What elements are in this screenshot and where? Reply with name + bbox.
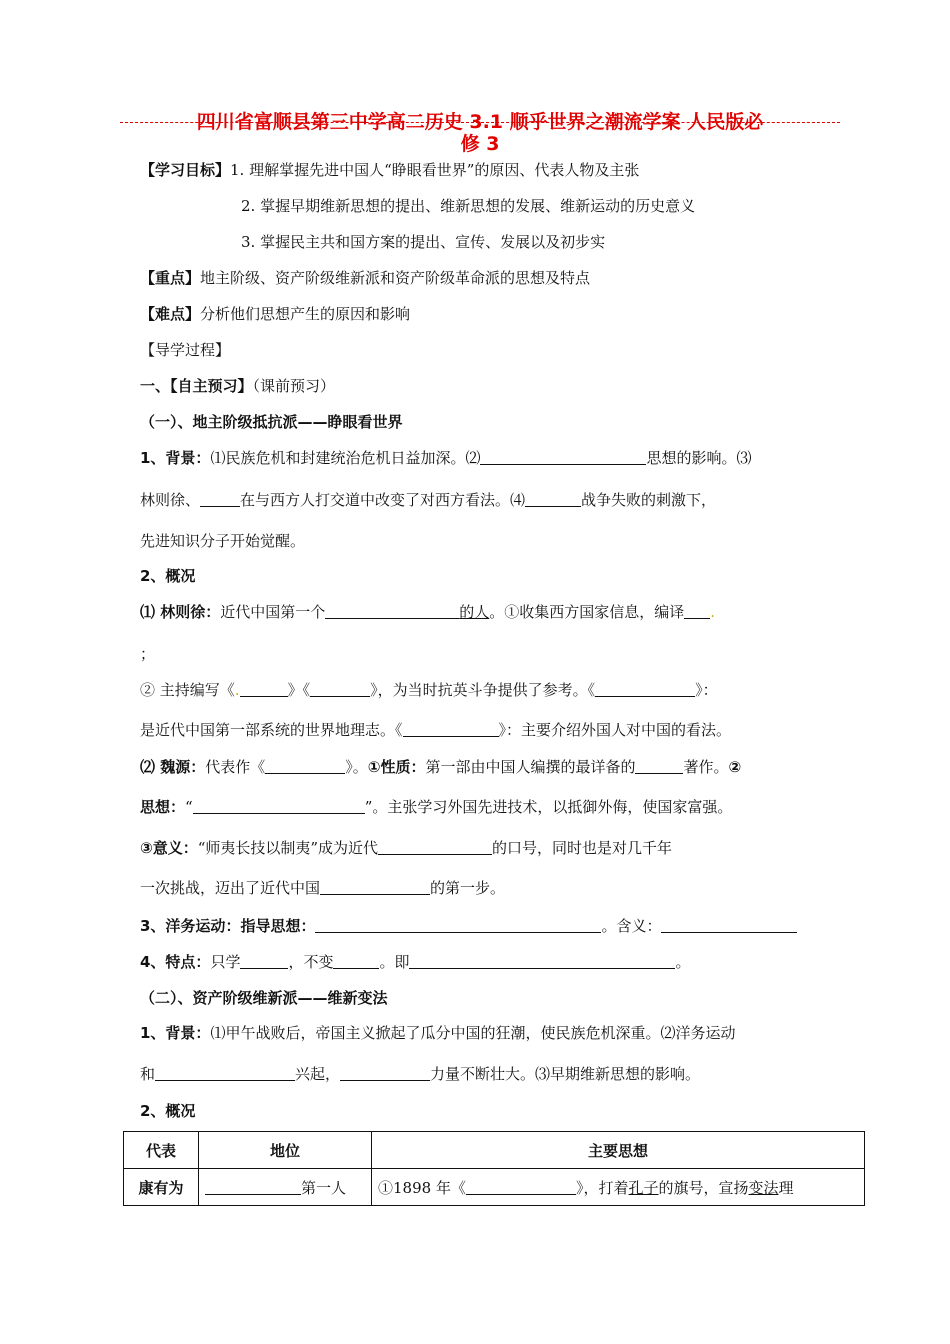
wei-text: 代表作《 — [205, 758, 266, 776]
wei-yuan-line-1 — [140, 757, 741, 777]
wei-text: 第一部由中国人编撰的最详备的 — [425, 758, 636, 776]
guide-heading — [140, 340, 230, 360]
idea-text: 理 — [778, 1178, 794, 1197]
fill-blank[interactable] — [661, 917, 797, 933]
fill-blank[interactable] — [320, 879, 430, 895]
wei-thought-label: 思想： — [140, 798, 186, 816]
idea-text: 的旗号，宣扬 — [658, 1178, 749, 1197]
wei-meaning-label: ③意义： — [140, 839, 198, 857]
table-header-row — [124, 1132, 865, 1169]
lin-zexu-line-3 — [140, 720, 731, 740]
key-points — [140, 268, 590, 288]
fill-blank[interactable] — [193, 798, 365, 814]
key-label: 【重点】 — [140, 269, 201, 287]
sec1-bg-text: 先进知识分子开始觉醒。 — [140, 532, 306, 550]
wei-text: 的第一步。 — [430, 879, 506, 897]
idea-text: 变法 — [748, 1178, 779, 1197]
table-header-cell: 代表 — [124, 1132, 199, 1169]
table-header-cell: 主要思想 — [372, 1132, 865, 1169]
fill-blank[interactable] — [240, 953, 288, 969]
feature-text: 。即 — [379, 953, 410, 971]
fill-blank[interactable] — [595, 681, 695, 697]
table-cell-name: 康有为 — [124, 1169, 199, 1206]
sec1-overview-heading: 2、概况 — [140, 567, 196, 585]
lin-text: 》《 — [287, 681, 311, 699]
difficulty-text-b: 生的原因和影响 — [305, 305, 411, 323]
fill-blank[interactable] — [684, 603, 710, 619]
wei-text: 》。 — [345, 758, 368, 776]
yangwu-line — [140, 916, 797, 936]
sec1-background-line-1 — [140, 448, 751, 468]
feature-line — [140, 952, 691, 972]
sec2-bg-text: 和 — [140, 1065, 156, 1083]
feature-label: 4、特点： — [140, 953, 211, 971]
yangwu-text: 。含义： — [601, 917, 662, 935]
fill-blank[interactable] — [205, 1179, 301, 1195]
sec1-bg-label: 1、背景： — [140, 449, 211, 467]
goal-item-1: 1. 理解掌握先进中国人“睁眼看世界”的原因、代表人物及主张 — [230, 161, 640, 179]
lin-zexu-line-2 — [140, 680, 718, 700]
sec1-bg-text: 在与西方人打交道中改变了对西方看法。⑷ — [240, 491, 526, 509]
preview-label: 【自主预习】 — [170, 377, 253, 395]
wei-nature-label: ①性质： — [367, 758, 426, 776]
fill-blank[interactable] — [333, 953, 379, 969]
lin-text: 》：主要介绍外国人对中国的看法。 — [498, 721, 732, 739]
wei-text: “ — [185, 798, 193, 816]
fill-blank[interactable] — [480, 449, 646, 465]
table-row — [124, 1169, 865, 1206]
yangwu-label: 3、洋务运动：指导思想： — [140, 917, 316, 935]
table-cell-position — [199, 1169, 372, 1206]
position-text: 第一人 — [301, 1178, 347, 1197]
idea-text: 》，打着 — [575, 1178, 629, 1197]
wei-label: ⑵ 魏源： — [140, 758, 206, 776]
lin-text: . — [710, 603, 716, 621]
lin-text: 。①收集西方国家信息，编译 — [489, 603, 685, 621]
wei-yuan-line-2 — [140, 797, 732, 817]
fill-blank[interactable] — [265, 758, 345, 774]
wei-yuan-line-4 — [140, 878, 505, 898]
document-title — [120, 111, 840, 133]
fill-blank[interactable] — [310, 681, 370, 697]
sec2-bg-text: ⑴甲午战败后，帝国主义掀起了瓜分中国的狂潮，使民族危机深重。⑵洋务运动 — [210, 1024, 736, 1042]
fill-blank[interactable] — [340, 1065, 430, 1081]
preview-heading — [140, 376, 335, 396]
fill-blank[interactable] — [240, 681, 288, 697]
reformers-table — [123, 1131, 865, 1206]
difficulty-text-a: 分析他们思想产 — [200, 305, 306, 323]
wei-thought-number: ② — [728, 758, 742, 776]
fill-blank[interactable] — [315, 917, 601, 933]
lin-text: ； — [140, 645, 156, 663]
sec1-bg-text: 思想的影响。⑶ — [646, 449, 752, 467]
goals-row-3 — [241, 232, 605, 252]
lin-text: . — [234, 681, 240, 699]
lin-text: 近代中国第一个 — [220, 603, 326, 621]
goal-item-3: 3. 掌握民主共和国方案的提出、宣传、发展以及初步实 — [241, 233, 606, 251]
lin-zexu-line-1 — [140, 602, 715, 622]
lin-text: ② 主持编写《 — [140, 681, 235, 699]
wei-text: 的口号，同时也是对几千年 — [492, 839, 673, 857]
feature-text: 。 — [675, 953, 691, 971]
fill-blank[interactable] — [378, 839, 492, 855]
wei-yuan-line-3 — [140, 838, 672, 858]
fill-blank[interactable] — [466, 1179, 576, 1195]
lin-text: 》，为当时抗英斗争提供了参考。《 — [370, 681, 596, 699]
feature-text: 只学 — [210, 953, 241, 971]
sec2-bg-text: 兴起， — [295, 1065, 341, 1083]
section-1-heading: （一）、地主阶级抵抗派——睁眼看世界 — [140, 413, 403, 431]
sec1-background-line-3 — [140, 531, 305, 551]
wei-text: 一次挑战，迈出了近代中国 — [140, 879, 321, 897]
goal-item-2: 2. 掌握早期维新思想的提出、维新思想的发展、维新运动的历史意义 — [241, 197, 696, 215]
fill-blank[interactable] — [325, 603, 459, 619]
fill-blank[interactable] — [403, 721, 499, 737]
lin-zexu-line-1b — [140, 644, 155, 664]
lin-text: 》： — [695, 681, 718, 699]
fill-blank[interactable] — [635, 758, 683, 774]
goals-row-1 — [140, 160, 639, 180]
title-line-1: 四川省富顺县第三中学高二历史 3.1 顺乎世界之潮流学案 人民版必 — [196, 111, 764, 133]
title-strike-rule — [120, 122, 840, 123]
goals-row-2 — [241, 196, 695, 216]
sec1-background-line-2 — [140, 490, 716, 510]
sec2-background-line-2 — [140, 1064, 700, 1084]
sec2-overview-heading: 2、概况 — [140, 1102, 196, 1120]
sec1-bg-text: 林则徐、 — [140, 491, 201, 509]
preview-prefix: 一、 — [140, 377, 171, 395]
table-cell-ideas — [372, 1169, 865, 1206]
goals-label: 【学习目标】 — [140, 161, 231, 179]
sec2-bg-label: 1、背景： — [140, 1024, 211, 1042]
table-header-cell: 地位 — [199, 1132, 372, 1169]
fill-blank[interactable] — [155, 1065, 295, 1081]
key-text: 地主阶级、资产阶级维新派和资产阶级革命派的思想及特点 — [200, 269, 591, 287]
difficulty-label: 【难点】 — [140, 305, 201, 323]
feature-text: ，不变 — [288, 953, 334, 971]
sec1-bg-text: 战争失败的刺激下， — [581, 491, 717, 509]
difficulty-points — [140, 304, 410, 324]
guide-label: 【导学过程】 — [140, 341, 231, 359]
idea-text: 孔子 — [628, 1178, 659, 1197]
section-2-heading: （二）、资产阶级维新派——维新变法 — [140, 989, 388, 1007]
idea-text: ①1898 年《 — [378, 1178, 466, 1197]
preview-note: （课前预习） — [252, 377, 336, 395]
wei-text: ”。主张学习外国先进技术，以抵御外侮，使国家富强。 — [364, 798, 733, 816]
fill-blank[interactable] — [409, 953, 675, 969]
lin-text: 的人 — [459, 603, 490, 621]
lin-label: ⑴ 林则徐： — [140, 603, 221, 621]
fill-blank[interactable] — [525, 491, 581, 507]
sec2-bg-text: 力量不断壮大。⑶早期维新思想的影响。 — [430, 1065, 701, 1083]
title-line-2: 修 3 — [460, 133, 500, 155]
wei-text: 著作。 — [683, 758, 729, 776]
wei-text: “师夷长技以制夷”成为近代 — [197, 839, 379, 857]
sec1-bg-text: ⑴民族危机和封建统治危机日益加深。⑵ — [210, 449, 481, 467]
fill-blank[interactable] — [200, 491, 240, 507]
sec2-background-line-1 — [140, 1023, 735, 1043]
lin-text: 是近代中国第一部系统的世界地理志。《 — [140, 721, 403, 739]
document-title-cont — [120, 133, 840, 155]
